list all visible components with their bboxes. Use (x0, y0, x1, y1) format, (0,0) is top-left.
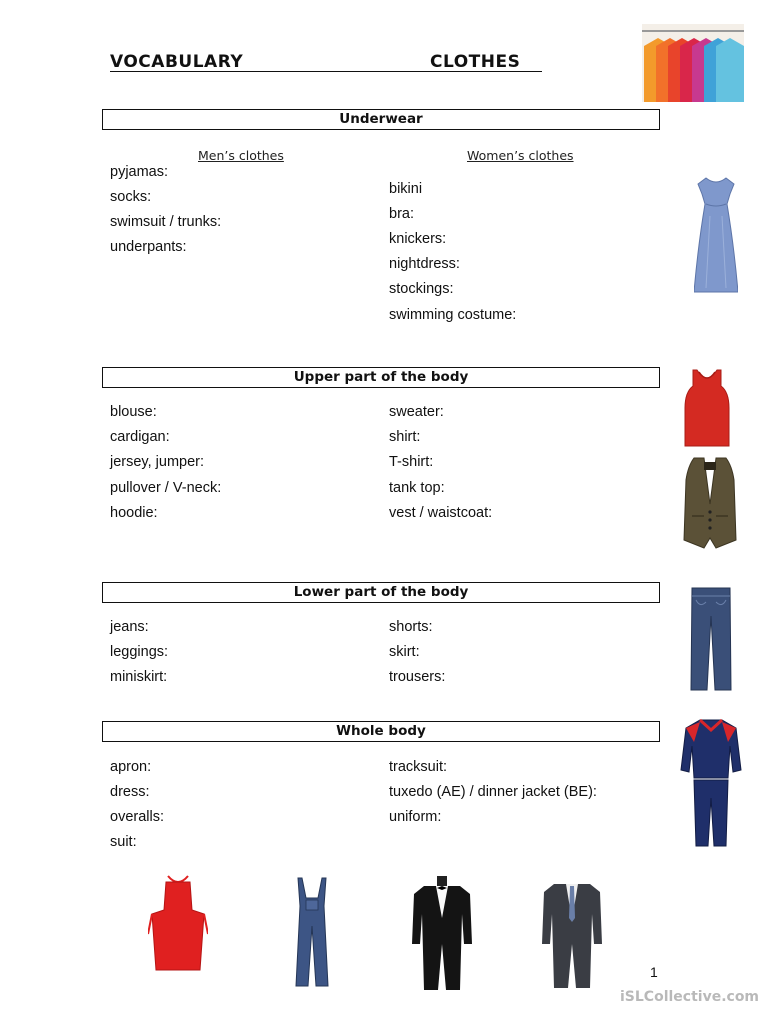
vocab-item: dress: (110, 784, 150, 800)
womens-clothes-heading: Women’s clothes (467, 148, 574, 163)
vocab-item: jeans: (110, 619, 149, 635)
vocab-item: suit: (110, 834, 137, 850)
vocab-item: jersey, jumper: (110, 454, 205, 470)
vocab-item: T-shirt: (389, 454, 434, 470)
apron-icon (148, 874, 208, 972)
vocab-item: tracksuit: (389, 759, 448, 775)
vocab-item: leggings: (110, 644, 169, 660)
section-header-whole-body: Whole body (102, 721, 660, 742)
nightdress-icon (694, 176, 738, 294)
vocab-item: skirt: (389, 644, 420, 660)
vocab-item: vest / waistcoat: (389, 505, 493, 521)
vocab-item: blouse: (110, 404, 157, 420)
clothes-rack-icon (642, 24, 744, 102)
vocab-item: underpants: (110, 239, 187, 255)
vocab-item: hoodie: (110, 505, 158, 521)
vocab-item: swimsuit / trunks: (110, 214, 222, 230)
vocab-item: shirt: (389, 429, 421, 445)
vocab-item: stockings: (389, 281, 454, 297)
vocab-item: cardigan: (110, 429, 170, 445)
vocab-item: overalls: (110, 809, 164, 825)
vocab-item: knickers: (389, 231, 447, 247)
vocab-item: uniform: (389, 809, 442, 825)
vocab-item: trousers: (389, 669, 446, 685)
vocab-item: tuxedo (AE) / dinner jacket (BE): (389, 784, 597, 800)
vocab-item: tank top: (389, 480, 445, 496)
page-number: 1 (650, 964, 658, 980)
title-underline (110, 71, 542, 72)
mens-clothes-heading: Men’s clothes (198, 148, 284, 163)
title-vocabulary: VOCABULARY (110, 52, 244, 72)
vocab-item: nightdress: (389, 256, 460, 272)
vocab-item: miniskirt: (110, 669, 168, 685)
vocab-item: socks: (110, 189, 152, 205)
section-header-underwear: Underwear (102, 109, 660, 130)
jeans-icon (690, 586, 732, 692)
vocab-item: sweater: (389, 404, 444, 420)
section-header-lower-body: Lower part of the body (102, 582, 660, 603)
vocab-item: bikini (389, 181, 423, 197)
suit-icon (540, 874, 604, 990)
vocab-item: apron: (110, 759, 152, 775)
vocab-item: swimming costume: (389, 307, 517, 323)
title-clothes: CLOTHES (430, 52, 521, 72)
section-header-upper-body: Upper part of the body (102, 367, 660, 388)
tank-top-icon (683, 368, 731, 448)
vocab-item: pullover / V-neck: (110, 480, 222, 496)
waistcoat-icon (682, 456, 738, 550)
footer-watermark: iSLCollective.com (620, 989, 760, 1005)
tracksuit-icon (680, 718, 742, 848)
vocab-item: bra: (389, 206, 414, 222)
tuxedo-icon (410, 874, 474, 990)
vocab-item: shorts: (389, 619, 433, 635)
vocab-item: pyjamas: (110, 164, 169, 180)
overalls-icon (294, 876, 330, 988)
